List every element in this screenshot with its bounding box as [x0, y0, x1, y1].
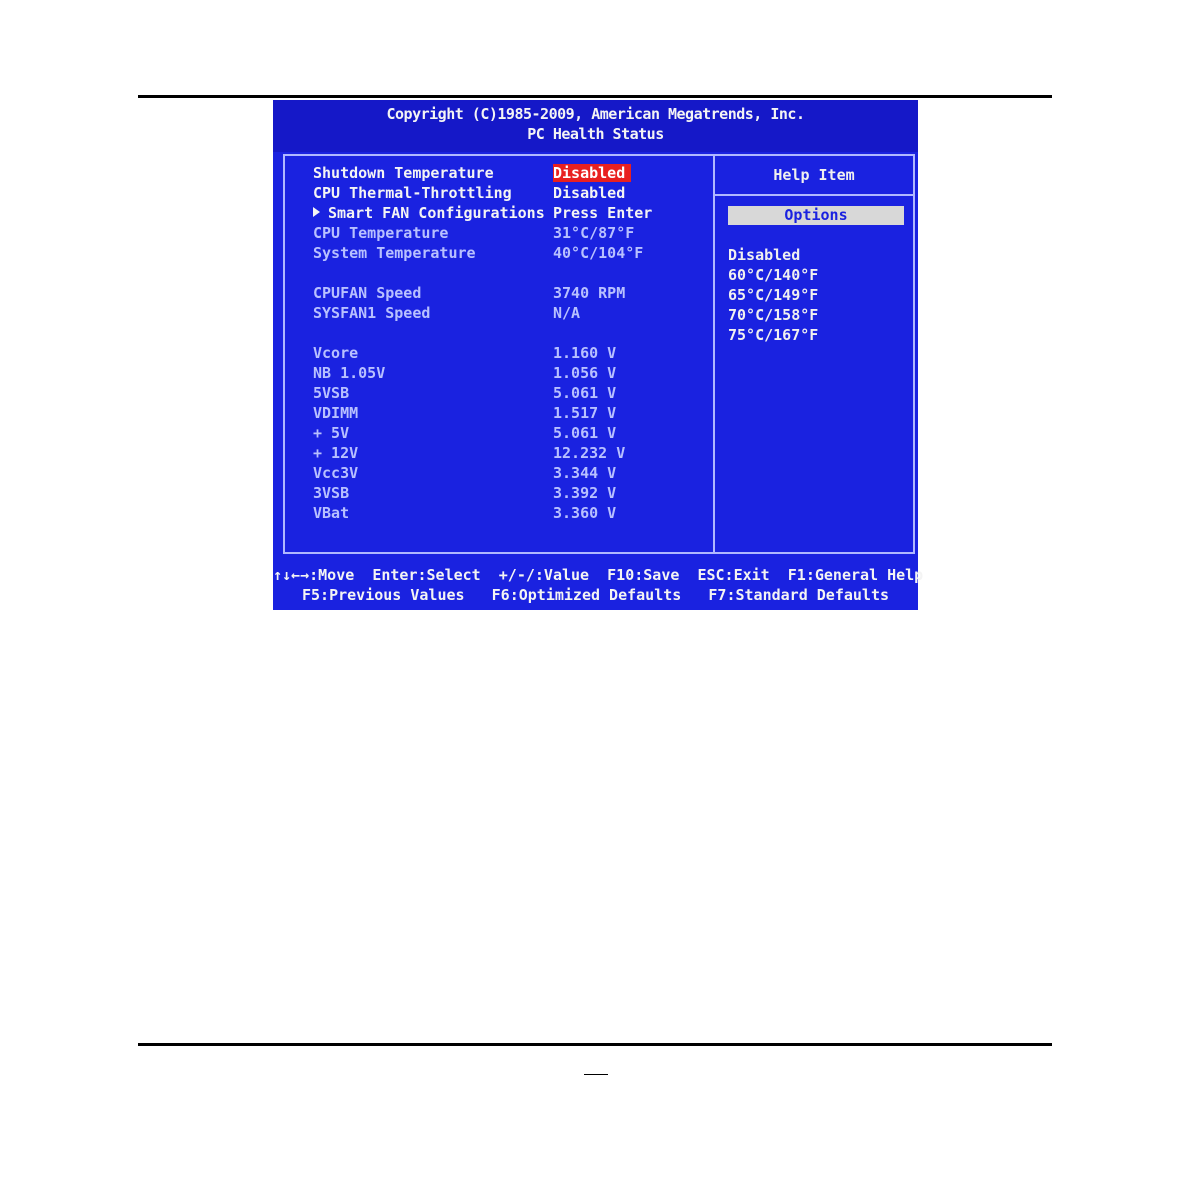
page-top-rule	[138, 95, 1052, 98]
setting-label: Shutdown Temperature	[313, 164, 494, 182]
key-legend-line-2: F5:Previous Values F6:Optimized Defaults F7:Standard Defaults	[302, 586, 889, 604]
readout-value: 3.344 V	[553, 464, 617, 482]
readout-value: 3.392 V	[553, 484, 617, 502]
key-legend	[273, 558, 924, 610]
option-item: 70°C/158°F	[728, 306, 819, 325]
help-title: Help Item	[773, 166, 855, 184]
readout-label: 3VSB	[313, 484, 350, 502]
readout-value: 1.056 V	[553, 364, 617, 382]
option-item: 75°C/167°F	[728, 326, 819, 345]
option-item: 60°C/140°F	[728, 266, 819, 285]
readout-label: Vcc3V	[313, 464, 359, 482]
readout-label: 5VSB	[313, 384, 350, 402]
readout-label: NB 1.05V	[313, 364, 386, 382]
setting-value[interactable]: Press Enter	[553, 204, 653, 222]
options-list	[728, 246, 818, 346]
help-divider	[715, 194, 913, 196]
setting-value-selected[interactable]: Disabled	[553, 164, 631, 182]
readout-value: 12.232 V	[553, 444, 626, 462]
option-item: Disabled	[728, 246, 801, 264]
readout-label: CPU Temperature	[313, 224, 449, 242]
readout-label: + 12V	[313, 444, 359, 462]
page-number-mark	[584, 1074, 608, 1075]
readout-value: N/A	[553, 304, 581, 322]
readout-label: System Temperature	[313, 244, 476, 262]
readout-value: 3.360 V	[553, 504, 617, 522]
readout-label: VDIMM	[313, 404, 359, 422]
bios-screen	[273, 100, 924, 610]
readout-value: 1.517 V	[553, 404, 617, 422]
page-bottom-rule	[138, 1043, 1052, 1046]
setting-label-wrap	[313, 204, 545, 222]
option-item: 65°C/149°F	[728, 286, 819, 305]
settings-panel	[283, 154, 713, 554]
page-title: PC Health Status	[527, 125, 664, 143]
submenu-arrow-icon	[313, 207, 320, 217]
readout-value: 31°C/87°F	[553, 224, 635, 242]
setting-label: CPU Thermal-Throttling	[313, 184, 512, 202]
bios-header	[273, 100, 918, 152]
help-panel	[713, 154, 915, 554]
setting-value[interactable]: Disabled	[553, 184, 626, 202]
readout-label: Vcore	[313, 344, 359, 362]
options-header: Options	[728, 206, 904, 225]
copyright-text: Copyright (C)1985-2009, American Megatrends, Inc.	[386, 105, 805, 123]
readout-value: 5.061 V	[553, 424, 617, 442]
readout-label: VBat	[313, 504, 350, 522]
readout-label: + 5V	[313, 424, 350, 442]
readout-value: 1.160 V	[553, 344, 617, 362]
setting-label: Smart FAN Configurations	[328, 204, 545, 222]
readout-label: CPUFAN Speed	[313, 284, 422, 302]
readout-value: 3740 RPM	[553, 284, 626, 302]
readout-label: SYSFAN1 Speed	[313, 304, 431, 322]
readout-value: 5.061 V	[553, 384, 617, 402]
key-legend-line-1: ↑↓←→:Move Enter:Select +/-/:Value F10:Save ESC:Exit F1:General Help	[273, 566, 924, 584]
readout-value: 40°C/104°F	[553, 244, 644, 262]
